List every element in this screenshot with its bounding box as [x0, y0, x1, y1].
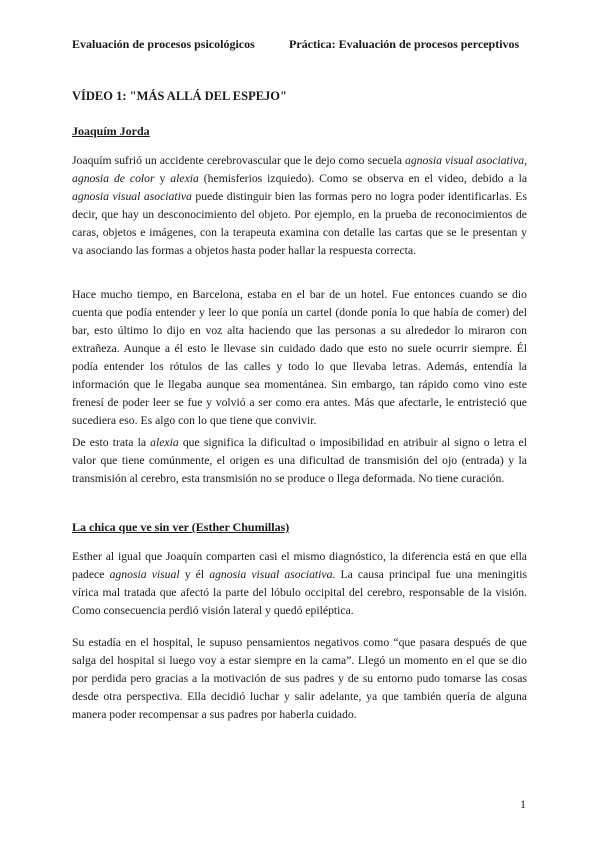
paragraph-esther-diagnosis: Esther al igual que Joaquín comparten casi el mismo diagnóstico, la diferencia está en que ella padece agnosia visual y él agnosia visual asociativa. La causa principal fue una meningitis vírica mal tratada que afectó la parte del lóbulo occipital del cerebro, responsable de la visión. Como consecuencia perdió visión lateral y quedó epiléptica. — [72, 550, 528, 617]
section-heading-esther: La chica que ve sin ver (Esther Chumillas) — [72, 520, 290, 534]
paragraph-esther-hospital: Su estadía en el hospital, le supuso pensamientos negativos como “que pasara después de que salga del hospital si luego voy a estar siempre en la cama”. Llegó un momento en el que se dio por perdida pero gracias a la motivación de sus padres y de su entorno pudo tomarse las cosas desde otra perspectiva. Ella decidió luchar y salir adelante, ya que también quería de alguna manera poder recompensar a sus padres por haberla cuidado. — [72, 636, 527, 721]
paragraph-alexia-definition: De esto trata la alexia que significa la dificultad o imposibilidad en atribuir al signo o letra el valor que tiene comúnmente, el origen es una dificultad de transmisión del ojo (entrada) y la transmisión al cerebro, esta transmisión no se produce o llega deformada. No tiene curación. — [72, 436, 527, 485]
section-heading-joaquim: Joaquím Jorda — [72, 124, 150, 138]
header-course-title: Evaluación de procesos psicológicos — [72, 37, 255, 51]
page-number: 1 — [520, 797, 526, 811]
paragraph-joaquim-barcelona: Hace mucho tiempo, en Barcelona, estaba en el bar de un hotel. Fue entonces cuando se dio cuenta que podía entender y leer lo que ponía un cartel (donde ponía lo que había de comer) del bar, esto último lo dijo en voz alta haciendo que las personas a su alrededor lo miraron con extrañeza. Aunque a él esto le llevase sin cuidado dado que esto no suele ocurrir siempre. Él podía entender los rótulos de las calles y todo lo que llevaba letras. Además, entendía la información que le llegaba aunque sea momentánea. Sin embargo, tan rápido como vino este frenesí de poder leer se fue y volvió a ser como era antes. Más que afectarle, le entristeció que sucediera eso. Es algo con lo que tiene que convivir. — [72, 288, 527, 427]
paragraph-joaquim-diagnosis: Joaquím sufrió un accidente cerebrovascular que le dejo como secuela agnosia visual asociativa, agnosia de color y alexia (hemisferios izquiedo). Como se observa en el video, debido a la agnosia visual asociativa puede distinguir bien las formas pero no logra poder identificarlas. Es decir, que hay un desconocimiento del objeto. Por ejemplo, en la prueba de reconocimientos de caras, objetos e imágenes, con la terapeuta examina con detalle las cartas que se le presentan y va asociando las formas a objetos hasta poder hallar la respuesta correcta. — [72, 154, 528, 257]
header-practice-title: Práctica: Evaluación de procesos perceptivos — [289, 37, 520, 51]
video-title: VÍDEO 1: "MÁS ALLÁ DEL ESPEJO" — [72, 89, 287, 103]
